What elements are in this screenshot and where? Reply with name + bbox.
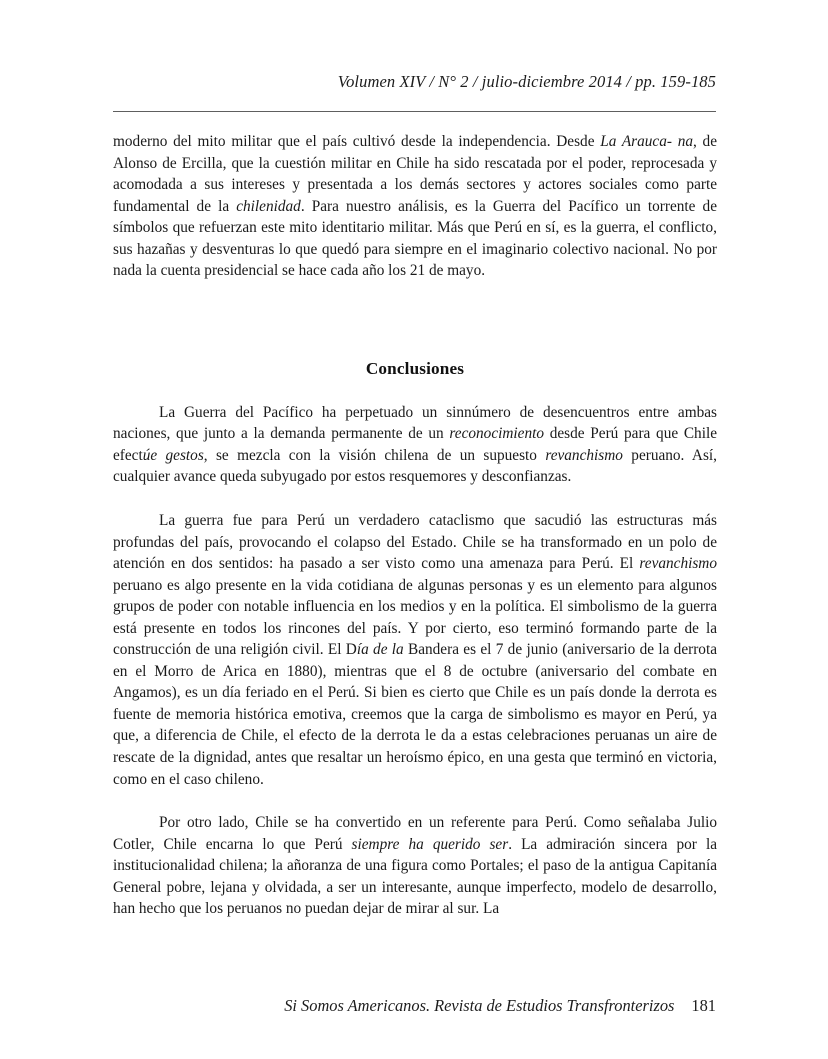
p1-italic-revanchismo: revanchismo (545, 446, 623, 464)
p3-run-2: . La admiración sincera por la institucionalidad chilena; la añoranza de una figura como Portales; el paso de la antigua Capitanía General pobre, lejana y olvidada, a ser un interesante, aunque imperfecto, modelo de desarrollo, han hecho que los peruanos no puedan dejar de mirar al sur. La (113, 835, 718, 918)
p1-run-2: desde Perú para que Chile efect (113, 425, 717, 464)
footer-journal-title: Si Somos Americanos. Revista de Estudios Transfronterizos (284, 996, 675, 1015)
page-number: 181 (691, 996, 716, 1015)
header-divider-rule (113, 111, 716, 112)
text-column (113, 131, 717, 920)
spacer-before-heading (113, 282, 717, 358)
p2-run-1: La guerra fue para Perú un verdadero cataclismo que sacudió las estructuras más profundas del país, provocando el colapso del Estado. Chile se ha transformado en un polo de atención en dos sentidos: ha pasado a ser visto como una amenaza para Perú. El (113, 512, 717, 573)
spacer-p1-p2 (113, 488, 717, 510)
paragraph-1 (113, 402, 717, 488)
p3-run-1: Por otro lado, Chile se ha convertido en un referente para Perú. Como señalaba Julio Cotler, Chile encarna lo que Perú (113, 814, 717, 853)
p1-italic-ue-gestos: úe gestos (142, 446, 204, 464)
p1-run-4: peruano. Así, cualquier avance queda subyugado por estos resquemores y desconfianzas. (113, 446, 717, 486)
spacer-p2-p3 (113, 790, 717, 812)
p1-run-1: La Guerra del Pacífico ha perpetuado un sinnúmero de desencuentros entre ambas naciones, que junto a la demanda permanente de un (113, 403, 717, 443)
p2-italic-dia-de-la: ía de la (356, 641, 404, 659)
running-head: Volumen XIV / N° 2 / julio-diciembre 2014 / pp. 159-185 (337, 72, 716, 91)
p2-run-3: Bandera es el 7 de junio (aniversario de la derrota en el Morro de Arica en 1880), mientras que el 8 de octubre (aniversario del combate en Angamos), es un día feriado en el Perú. Si bien es cierto que Chile es un país donde la derrota es fuente de memoria histórica emotiva, creemos que la carga de simbolismo es mayor en Perú, ya que, a diferencia de Chile, el efecto de la derrota le da a estas celebraciones peruanas un aire de rescate de la dignidad, antes que resaltar un heroísmo épico, en una gesta que terminó en victoria, como en el caso chileno. (113, 641, 718, 788)
p2-run-2: peruano es algo presente en la vida cotidiana de algunas personas y es un elemento para algunos grupos de poder con notable influencia en los medios y en la política. El simbolismo de la guerra está presente en todos los rincones del país. Y por cierto, eso terminó formando parte de la construcción de una religión civil. El D (113, 576, 717, 659)
intro-run-2: , de Alonso de Ercilla, que la cuestión militar en Chile ha sido rescatada por el poder, reprocesada y acomodada a sus intereses y presentada a los demás sectores y actores sociales como parte fundamental de la (113, 133, 717, 215)
p3-italic-siempre-ha-querido-ser: siempre ha querido ser (351, 835, 509, 853)
paragraph-intro (113, 131, 717, 282)
intro-italic-chilenidad: chilenidad (236, 197, 301, 215)
intro-run-1: moderno del mito militar que el país cultivó desde la independencia. Desde (113, 133, 601, 150)
spacer-after-heading (113, 380, 717, 402)
p1-italic-reconocimiento: reconocimiento (449, 425, 545, 443)
paragraph-2 (113, 510, 717, 790)
p2-italic-revanchismo: revanchismo (639, 555, 717, 573)
p1-run-3: , se mezcla con la visión chilena de un supuesto (203, 446, 546, 464)
page-footer (113, 996, 716, 1016)
intro-run-3: . Para nuestro análisis, es la Guerra del Pacífico un torrente de símbolos que refuerzan este mito identitario militar. Más que Perú en sí, es la guerra, el conflicto, sus hazañas y desventuras lo que quedó para siempre en el imaginario colectivo nacional. No por nada la cuenta presidencial se hace cada año los 21 de mayo. (113, 197, 717, 280)
intro-italic-la-araucana: La Arauca- na (600, 133, 693, 150)
section-heading-conclusiones: Conclusiones (365, 358, 465, 378)
paragraph-3 (113, 812, 717, 920)
